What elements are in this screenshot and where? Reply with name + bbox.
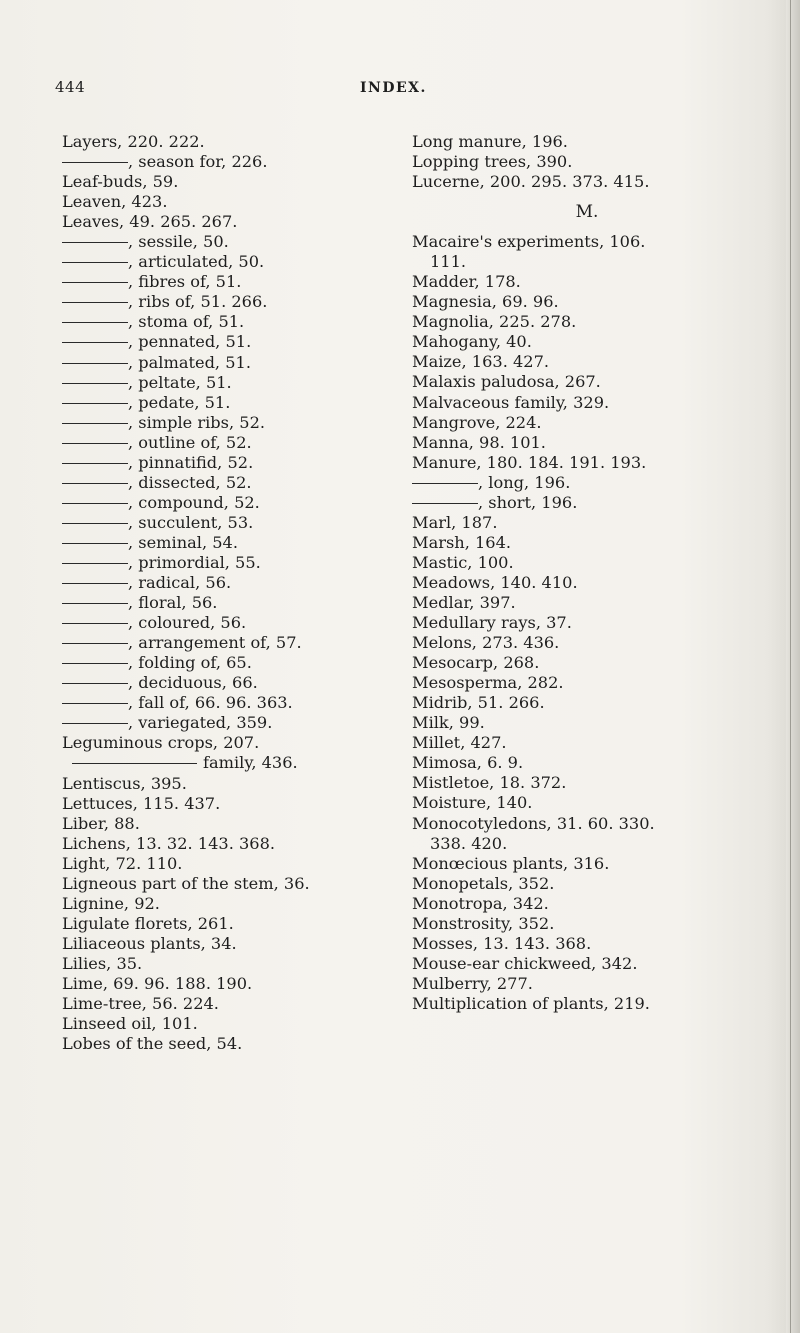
index-entry bbox=[412, 413, 762, 433]
index-subentry-text: , fibres of, 51. bbox=[128, 272, 242, 292]
index-subentry bbox=[62, 353, 397, 373]
index-entry bbox=[412, 653, 762, 673]
index-entry-text: Marsh, 164. bbox=[412, 532, 512, 552]
index-entry-text: Manna, 98. 101. bbox=[412, 432, 546, 452]
index-entry-text: Leaf-buds, 59. bbox=[62, 172, 179, 192]
index-subentry bbox=[62, 413, 397, 433]
index-entry bbox=[412, 433, 762, 453]
index-subentry bbox=[62, 713, 397, 733]
index-entry bbox=[412, 332, 762, 352]
index-entry bbox=[62, 192, 397, 212]
index-entry-text: Long manure, 196. bbox=[412, 132, 568, 151]
index-entry-text: Mistletoe, 18. 372. bbox=[412, 773, 567, 793]
index-entry-text: Lopping trees, 390. bbox=[412, 152, 573, 172]
index-subentry bbox=[62, 673, 397, 693]
index-subentry-text: , dissected, 52. bbox=[128, 472, 252, 492]
page-edge-line bbox=[790, 0, 791, 1333]
index-entry bbox=[62, 974, 397, 994]
page-edge bbox=[786, 0, 800, 1333]
ditto-dash bbox=[62, 443, 128, 444]
index-subentry-text: , succulent, 53. bbox=[128, 512, 254, 532]
ditto-dash bbox=[62, 663, 128, 664]
ditto-dash bbox=[62, 282, 128, 283]
index-entry bbox=[412, 673, 762, 693]
ditto-dash bbox=[62, 603, 128, 604]
index-entry-text: Monopetals, 352. bbox=[412, 873, 555, 893]
index-entry-text: Ligneous part of the stem, 36. bbox=[62, 873, 310, 893]
index-column-right bbox=[412, 132, 762, 1014]
index-entry-text: Malaxis paludosa, 267. bbox=[412, 372, 601, 392]
ditto-dash bbox=[62, 543, 128, 544]
index-subentry bbox=[62, 312, 397, 332]
index-subentry-text: , fall of, 66. 96. 363. bbox=[128, 693, 293, 713]
index-entry-text: Leguminous crops, 207. bbox=[62, 733, 260, 753]
index-entry-continuation-text: 338. 420. bbox=[430, 833, 508, 853]
index-entry bbox=[412, 914, 762, 934]
index-subentry bbox=[62, 473, 397, 493]
index-entry-text: Lentiscus, 395. bbox=[62, 773, 187, 793]
index-entry-text: Mesocarp, 268. bbox=[412, 653, 540, 673]
index-entry bbox=[412, 773, 762, 793]
index-entry bbox=[412, 312, 762, 332]
ditto-dash bbox=[62, 463, 128, 464]
index-entry-text: Mesosperma, 282. bbox=[412, 673, 564, 693]
index-subentry-text: , radical, 56. bbox=[128, 573, 232, 593]
index-subentry bbox=[62, 633, 397, 653]
index-entry-text: Medlar, 397. bbox=[412, 592, 516, 612]
ditto-dash bbox=[62, 322, 128, 323]
index-entry bbox=[62, 212, 397, 232]
index-entry-text: Lobes of the seed, 54. bbox=[62, 1034, 243, 1054]
index-entry-continuation bbox=[412, 252, 762, 272]
ditto-dash bbox=[62, 503, 128, 504]
ditto-dash bbox=[62, 643, 128, 644]
index-entry-text: Macaire's experiments, 106. bbox=[412, 232, 646, 252]
index-subentry-text: , sessile, 50. bbox=[128, 232, 229, 252]
index-entry-text: Leaves, 49. 265. 267. bbox=[62, 212, 238, 232]
index-entry bbox=[412, 814, 762, 834]
index-subentry-text: , folding of, 65. bbox=[128, 653, 252, 673]
index-subentry-text: , outline of, 52. bbox=[128, 432, 252, 452]
index-entry-text: Liber, 88. bbox=[62, 813, 140, 833]
index-subentry-text: , primordial, 55. bbox=[128, 552, 261, 572]
index-entry bbox=[62, 132, 397, 152]
index-entry-text: Mangrove, 224. bbox=[412, 412, 542, 432]
index-entry-text: Layers, 220. 222. bbox=[62, 132, 205, 151]
index-entry bbox=[62, 954, 397, 974]
index-entry-text: Lilies, 35. bbox=[62, 953, 143, 973]
index-entry bbox=[412, 172, 762, 192]
index-entry-text: Marl, 187. bbox=[412, 512, 498, 532]
index-entry bbox=[412, 854, 762, 874]
ditto-dash bbox=[62, 262, 128, 263]
index-entry bbox=[62, 894, 397, 914]
ditto-dash bbox=[62, 483, 128, 484]
index-entry-text: Madder, 178. bbox=[412, 272, 521, 292]
index-entry bbox=[412, 152, 762, 172]
index-subentry-text: , simple ribs, 52. bbox=[128, 412, 266, 432]
index-subentry-text: , arrangement of, 57. bbox=[128, 633, 302, 653]
index-subentry bbox=[62, 373, 397, 393]
index-subentry-text: , coloured, 56. bbox=[128, 613, 247, 633]
index-subentry bbox=[62, 693, 397, 713]
index-entry-text: Mulberry, 277. bbox=[412, 973, 533, 993]
index-entry-text: Linseed oil, 101. bbox=[62, 1014, 198, 1034]
index-subentry-text: , articulated, 50. bbox=[128, 252, 265, 272]
index-subentry bbox=[62, 453, 397, 473]
index-entry-text: Mahogany, 40. bbox=[412, 332, 532, 352]
ditto-dash bbox=[62, 302, 128, 303]
index-entry bbox=[62, 934, 397, 954]
index-entry-text: Melons, 273. 436. bbox=[412, 633, 560, 653]
index-entry-text: Midrib, 51. 266. bbox=[412, 693, 545, 713]
index-entry bbox=[412, 713, 762, 733]
ditto-dash bbox=[62, 683, 128, 684]
index-entry-text: Monocotyledons, 31. 60. 330. bbox=[412, 813, 655, 833]
index-entry bbox=[412, 453, 762, 473]
index-entry-text: Leaven, 423. bbox=[62, 192, 168, 212]
index-subentry bbox=[62, 553, 397, 573]
ditto-dash bbox=[62, 583, 128, 584]
index-entry bbox=[412, 793, 762, 813]
index-subentry-text: , pennated, 51. bbox=[128, 332, 252, 352]
index-entry bbox=[62, 794, 397, 814]
ditto-dash bbox=[62, 403, 128, 404]
index-subentry bbox=[62, 292, 397, 312]
index-subentry bbox=[62, 252, 397, 272]
index-subentry bbox=[62, 593, 397, 613]
index-entry-text: Lucerne, 200. 295. 373. 415. bbox=[412, 172, 650, 192]
index-subentry-text: , palmated, 51. bbox=[128, 352, 251, 372]
index-subentry bbox=[62, 513, 397, 533]
index-entry-text: Mouse-ear chickweed, 342. bbox=[412, 953, 638, 973]
index-entry-text: Maize, 163. 427. bbox=[412, 352, 550, 372]
index-subentry-text: , compound, 52. bbox=[128, 492, 260, 512]
index-entry-text: Moisture, 140. bbox=[412, 793, 533, 813]
index-entry bbox=[412, 894, 762, 914]
index-subentry-text: , short, 196. bbox=[478, 492, 578, 512]
page-number: 444 bbox=[55, 78, 86, 96]
index-entry-text: Magnolia, 225. 278. bbox=[412, 312, 577, 332]
index-subentry-text: , season for, 226. bbox=[128, 152, 268, 172]
index-entry-text: Multiplication of plants, 219. bbox=[412, 993, 650, 1013]
ditto-dash bbox=[62, 242, 128, 243]
index-subentry bbox=[62, 493, 397, 513]
ditto-dash bbox=[62, 703, 128, 704]
index-subentry-text: , peltate, 51. bbox=[128, 372, 232, 392]
ditto-dash bbox=[62, 383, 128, 384]
ditto-dash bbox=[62, 523, 128, 524]
index-entry bbox=[412, 352, 762, 372]
index-entry-text: Milk, 99. bbox=[412, 713, 485, 733]
index-entry bbox=[62, 814, 397, 834]
index-subentry-text: , pedate, 51. bbox=[128, 392, 231, 412]
index-subentry bbox=[62, 573, 397, 593]
index-subentry-text: , variegated, 359. bbox=[128, 713, 273, 733]
index-entry bbox=[412, 934, 762, 954]
index-subentry bbox=[62, 332, 397, 352]
index-subentry bbox=[62, 533, 397, 553]
index-entry bbox=[62, 172, 397, 192]
index-entry-text: Light, 72. 110. bbox=[62, 853, 183, 873]
index-subentry-text: family, 436. bbox=[203, 753, 298, 773]
index-entry-text: Manure, 180. 184. 191. 193. bbox=[412, 452, 647, 472]
index-entry bbox=[412, 553, 762, 573]
index-entry-text: Meadows, 140. 410. bbox=[412, 572, 578, 592]
index-entry bbox=[412, 393, 762, 413]
index-entry bbox=[62, 834, 397, 854]
index-entry-continuation bbox=[412, 834, 762, 854]
index-entry bbox=[412, 232, 762, 252]
index-entry bbox=[412, 874, 762, 894]
index-entry-text: Lime, 69. 96. 188. 190. bbox=[62, 973, 253, 993]
index-entry bbox=[412, 733, 762, 753]
index-subentry-text: , pinnatifid, 52. bbox=[128, 452, 254, 472]
index-entry-text: Lignine, 92. bbox=[62, 893, 160, 913]
ditto-dash bbox=[62, 623, 128, 624]
index-entry bbox=[62, 854, 397, 874]
index-subentry-text: , long, 196. bbox=[478, 472, 571, 492]
index-subentry bbox=[62, 433, 397, 453]
ditto-dash bbox=[72, 763, 197, 764]
index-subentry bbox=[62, 152, 397, 172]
index-entry-text: Ligulate florets, 261. bbox=[62, 913, 234, 933]
index-entry-text: Monstrosity, 352. bbox=[412, 913, 555, 933]
index-subentry-text: , ribs of, 51. 266. bbox=[128, 292, 268, 312]
index-entry bbox=[412, 974, 762, 994]
index-entry-text: Mosses, 13. 143. 368. bbox=[412, 933, 592, 953]
index-subentry bbox=[62, 393, 397, 413]
index-entry-text: Monœcious plants, 316. bbox=[412, 853, 610, 873]
index-subentry bbox=[62, 753, 397, 773]
running-head: INDEX. bbox=[360, 80, 427, 96]
index-subentry bbox=[62, 653, 397, 673]
index-entry-text: Monotropa, 342. bbox=[412, 893, 549, 913]
index-entry bbox=[62, 774, 397, 794]
ditto-dash bbox=[62, 363, 128, 364]
index-subentry-text: , floral, 56. bbox=[128, 593, 218, 613]
index-entry bbox=[62, 874, 397, 894]
index-subentry-text: , seminal, 54. bbox=[128, 532, 238, 552]
index-entry bbox=[62, 1014, 397, 1034]
ditto-dash bbox=[62, 342, 128, 343]
index-subentry bbox=[62, 613, 397, 633]
index-subentry-text: , deciduous, 66. bbox=[128, 673, 258, 693]
index-subentry-text: , stoma of, 51. bbox=[128, 312, 245, 332]
index-entry bbox=[412, 693, 762, 713]
index-entry bbox=[412, 613, 762, 633]
index-entry bbox=[412, 372, 762, 392]
index-entry bbox=[412, 954, 762, 974]
index-entry-continuation-text: 111. bbox=[430, 252, 467, 272]
ditto-dash bbox=[62, 423, 128, 424]
index-entry bbox=[412, 272, 762, 292]
index-subentry bbox=[412, 473, 762, 493]
index-entry-text: Lettuces, 115. 437. bbox=[62, 793, 221, 813]
index-subentry bbox=[412, 493, 762, 513]
index-entry-text: Lichens, 13. 32. 143. 368. bbox=[62, 833, 276, 853]
ditto-dash bbox=[412, 503, 478, 504]
index-column-left bbox=[62, 132, 397, 1054]
index-entry bbox=[62, 914, 397, 934]
index-entry bbox=[62, 1034, 397, 1054]
index-entry bbox=[412, 513, 762, 533]
ditto-dash bbox=[62, 563, 128, 564]
index-entry bbox=[412, 753, 762, 773]
index-entry bbox=[412, 994, 762, 1014]
index-entry-text: Millet, 427. bbox=[412, 733, 507, 753]
letter-heading bbox=[412, 192, 762, 232]
index-entry-text: Liliaceous plants, 34. bbox=[62, 933, 237, 953]
index-entry bbox=[412, 132, 762, 152]
index-entry bbox=[62, 994, 397, 1014]
index-entry bbox=[412, 633, 762, 653]
letter-heading-text: M. bbox=[575, 202, 599, 223]
index-entry-text: Malvaceous family, 329. bbox=[412, 392, 610, 412]
index-entry bbox=[412, 593, 762, 613]
index-entry-text: Magnesia, 69. 96. bbox=[412, 292, 559, 312]
index-entry bbox=[412, 573, 762, 593]
index-entry bbox=[412, 533, 762, 553]
index-entry-text: Mastic, 100. bbox=[412, 552, 514, 572]
index-entry bbox=[412, 292, 762, 312]
ditto-dash bbox=[62, 723, 128, 724]
ditto-dash bbox=[412, 483, 478, 484]
index-subentry bbox=[62, 232, 397, 252]
ditto-dash bbox=[62, 162, 128, 163]
index-entry-text: Medullary rays, 37. bbox=[412, 613, 572, 633]
index-subentry bbox=[62, 272, 397, 292]
index-entry bbox=[62, 733, 397, 753]
index-entry-text: Lime-tree, 56. 224. bbox=[62, 994, 219, 1014]
index-entry-text: Mimosa, 6. 9. bbox=[412, 753, 524, 773]
